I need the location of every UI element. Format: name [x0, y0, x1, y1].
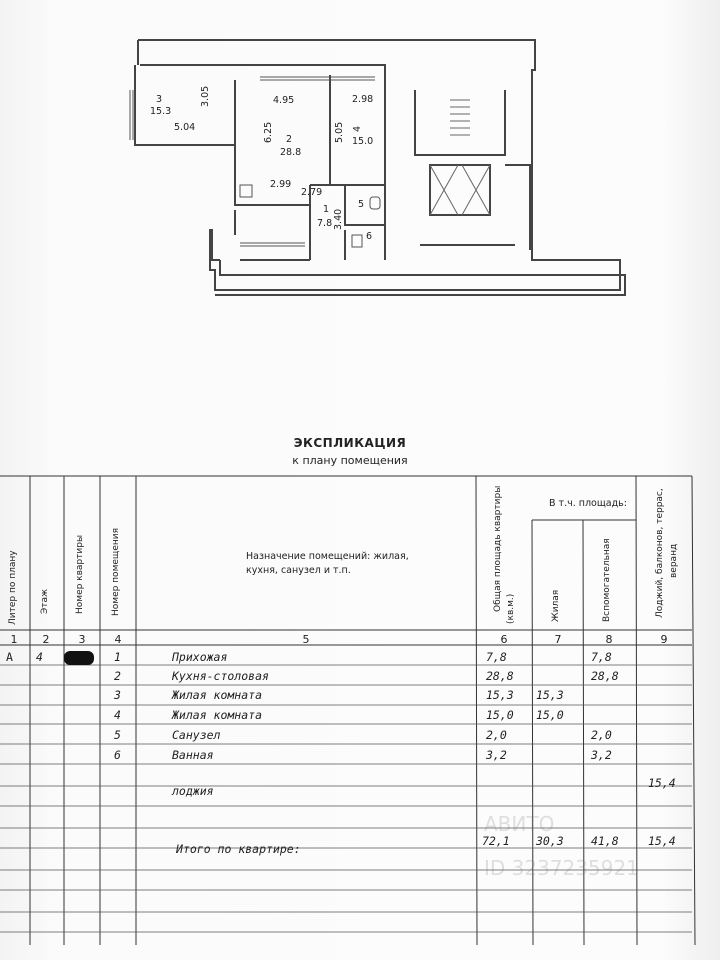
room-1-area: 7.8 [317, 218, 333, 229]
col-num-3: 3 [78, 633, 86, 646]
header-loggia-2: веранд [669, 543, 679, 578]
dim-5-05: 5.05 [334, 121, 345, 143]
table-row-3-living: 15,3 [536, 688, 564, 702]
col-num-7: 7 [554, 633, 562, 646]
header-loggia: Лоджий, балконов, террас, [655, 488, 665, 618]
table-row-5-num: 5 [114, 728, 121, 742]
total-row-living: 30,3 [536, 834, 564, 848]
col-num-4: 4 [114, 633, 122, 646]
table-row-2-total: 28,8 [486, 669, 514, 683]
table-row-2-num: 2 [114, 669, 121, 683]
floor-plan [120, 35, 640, 305]
table-row-4-living: 15,0 [536, 708, 564, 722]
table-row-2-name: Кухня-столовая [172, 669, 269, 683]
table-row-1-num: 1 [114, 650, 121, 664]
header-apartment: Номер квартиры [75, 534, 85, 614]
table-row-5-aux: 2,0 [591, 728, 612, 742]
header-purpose-line2: кухня, санузел и т.п. [246, 565, 351, 576]
header-total-area: Общая площадь квартиры [493, 485, 503, 612]
document-subtitle: к плану помещения [292, 454, 408, 467]
room-2-number: 2 [286, 134, 293, 145]
dim-4-95: 4.95 [273, 95, 295, 106]
table-row-5-name: Санузел [172, 728, 221, 742]
total-row-total: 72,1 [482, 834, 510, 848]
header-auxiliary: Вспомогательная [602, 538, 612, 622]
dim-2-98: 2.98 [352, 94, 374, 105]
table-row-1-name: Прихожая [172, 650, 228, 664]
col-num-9: 9 [660, 633, 668, 646]
dim-3-40: 3.40 [333, 208, 344, 230]
col-num-5: 5 [302, 633, 310, 646]
header-floor: Этаж [40, 588, 50, 614]
col-num-2: 2 [42, 633, 50, 646]
table-row-4-num: 4 [114, 708, 121, 722]
room-4-number: 4 [352, 125, 363, 132]
table-row-6-num: 6 [114, 748, 121, 762]
col-num-1: 1 [10, 633, 18, 646]
header-room-number: Номер помещения [111, 527, 121, 616]
dim-6-25: 6.25 [263, 121, 274, 143]
room-1-number: 1 [323, 204, 330, 215]
total-row-aux: 41,8 [591, 834, 619, 848]
apartment-number-redaction [64, 651, 94, 665]
table-row-3-name: Жилая комната [172, 688, 263, 702]
table-row-3-total: 15,3 [486, 688, 514, 702]
header-liter: Литер по плану [8, 550, 18, 625]
table-row-6-aux: 3,2 [591, 748, 612, 762]
table-row-1-liter: А [6, 650, 13, 664]
header-purpose-line1: Назначение помещений: жилая, [246, 551, 409, 562]
col-num-6: 6 [500, 633, 508, 646]
table-row-1-aux: 7,8 [591, 650, 612, 664]
table-row-4-name: Жилая комната [172, 708, 263, 722]
loggia-row-value: 15,4 [648, 776, 676, 790]
header-living: Жилая [551, 589, 561, 622]
table-row-6-name: Ванная [172, 748, 214, 762]
total-row-loggia: 15,4 [648, 834, 676, 848]
header-incl-area: В т.ч. площадь: [549, 498, 627, 509]
watermark-logo: АВИТО [484, 812, 555, 836]
room-4-area: 15.0 [352, 136, 374, 147]
table-row-1-floor: 4 [36, 650, 43, 664]
watermark-id: ID 3237235921 [484, 856, 639, 880]
room-3-area: 15.3 [150, 106, 172, 117]
table-row-6-total: 3,2 [486, 748, 507, 762]
total-row-name: Итого по квартире: [176, 842, 301, 856]
dim-2-79: 2.79 [301, 187, 323, 198]
table-row-2-aux: 28,8 [591, 669, 619, 683]
table-row-4-total: 15,0 [486, 708, 514, 722]
header-total-area-units: (кв.м.) [506, 593, 516, 624]
table-row-3-num: 3 [114, 688, 121, 702]
dim-3-05: 3.05 [200, 85, 211, 107]
dim-2-99: 2.99 [270, 179, 292, 190]
loggia-row-name: лоджия [172, 784, 214, 798]
table-row-1-total: 7,8 [486, 650, 507, 664]
col-num-8: 8 [605, 633, 613, 646]
room-2-area: 28.8 [280, 147, 302, 158]
room-3-number: 3 [156, 94, 163, 105]
room-5-number: 5 [358, 199, 365, 210]
dim-5-04: 5.04 [174, 122, 196, 133]
room-6-number: 6 [366, 231, 373, 242]
explication-table-grid [0, 470, 720, 960]
document-title: ЭКСПЛИКАЦИЯ [293, 436, 407, 450]
table-row-5-total: 2,0 [486, 728, 507, 742]
